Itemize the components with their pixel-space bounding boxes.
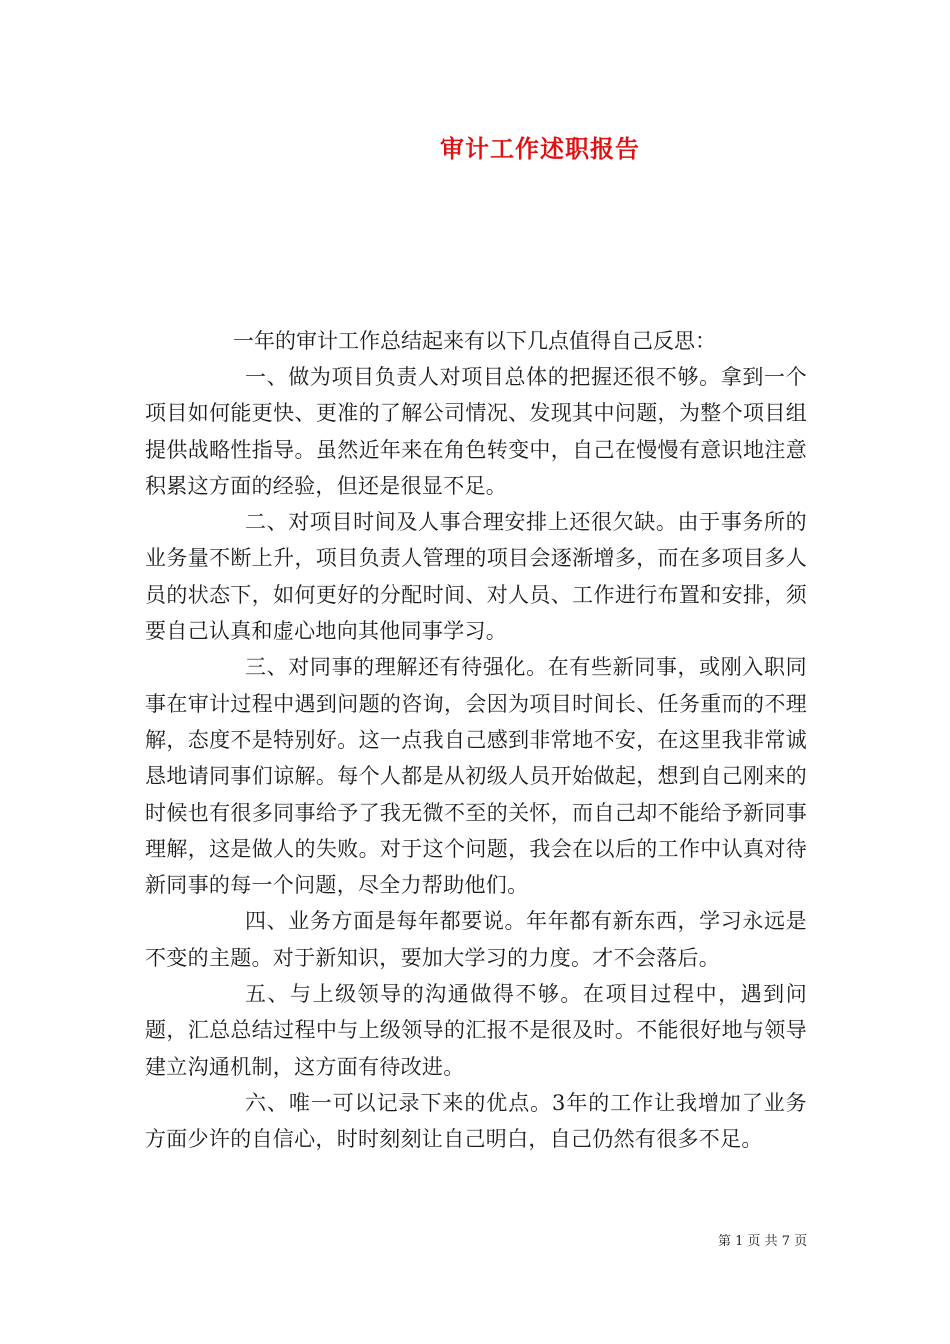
paragraph-6: 六、唯一可以记录下来的优点。3年的工作让我增加了业务方面少许的自信心，时时刻刻让自己明白，自己仍然有很多不足。 bbox=[145, 1090, 807, 1152]
paragraph-1: 一、做为项目负责人对项目总体的把握还很不够。拿到一个项目如何能更快、更准的了解公司情况、发现其中问题，为整个项目组提供战略性指导。虽然近年来在角色转变中，自己在慢慢有意识地注意积累这方面的经验，但还是很显不足。 bbox=[145, 365, 807, 498]
paragraph-4: 四、业务方面是每年都要说。年年都有新东西，学习永远是不变的主题。对于新知识，要加大学习的力度。才不会落后。 bbox=[145, 909, 807, 970]
page-number: 第 1 页 共 7 页 bbox=[718, 1234, 808, 1249]
paragraph-5: 五、与上级领导的沟通做得不够。在项目过程中，遇到问题，汇总总结过程中与上级领导的汇报不是很及时。不能很好地与领导建立沟通机制，这方面有待改进。 bbox=[145, 982, 807, 1079]
document-title: 审计工作述职报告 bbox=[440, 134, 640, 163]
intro-line: 一年的审计工作总结起来有以下几点值得自己反思： bbox=[233, 329, 716, 353]
paragraph-3: 三、对同事的理解还有待强化。在有些新同事，或刚入职同事在审计过程中遇到问题的咨询，会因为项目时间长、任务重而的不理解，态度不是特别好。这一点我自己感到非常地不安，在这里我非常诚恳地请同事们谅解。每个人都是从初级人员开始做起，想到自己刚来的时候也有很多同事给予了我无微不至的关怀，而自己却不能给予新同事理解，这是做人的失败。对于这个问题，我会在以后的工作中认真对待新同事的每一个问题，尽全力帮助他们。 bbox=[145, 655, 807, 898]
document-body bbox=[145, 359, 807, 1158]
paragraph-2: 二、对项目时间及人事合理安排上还很欠缺。由于事务所的业务量不断上升，项目负责人管理的项目会逐渐增多，而在多项目多人员的状态下，如何更好的分配时间、对人员、工作进行布置和安排，须要自己认真和虚心地向其他同事学习。 bbox=[145, 510, 807, 644]
